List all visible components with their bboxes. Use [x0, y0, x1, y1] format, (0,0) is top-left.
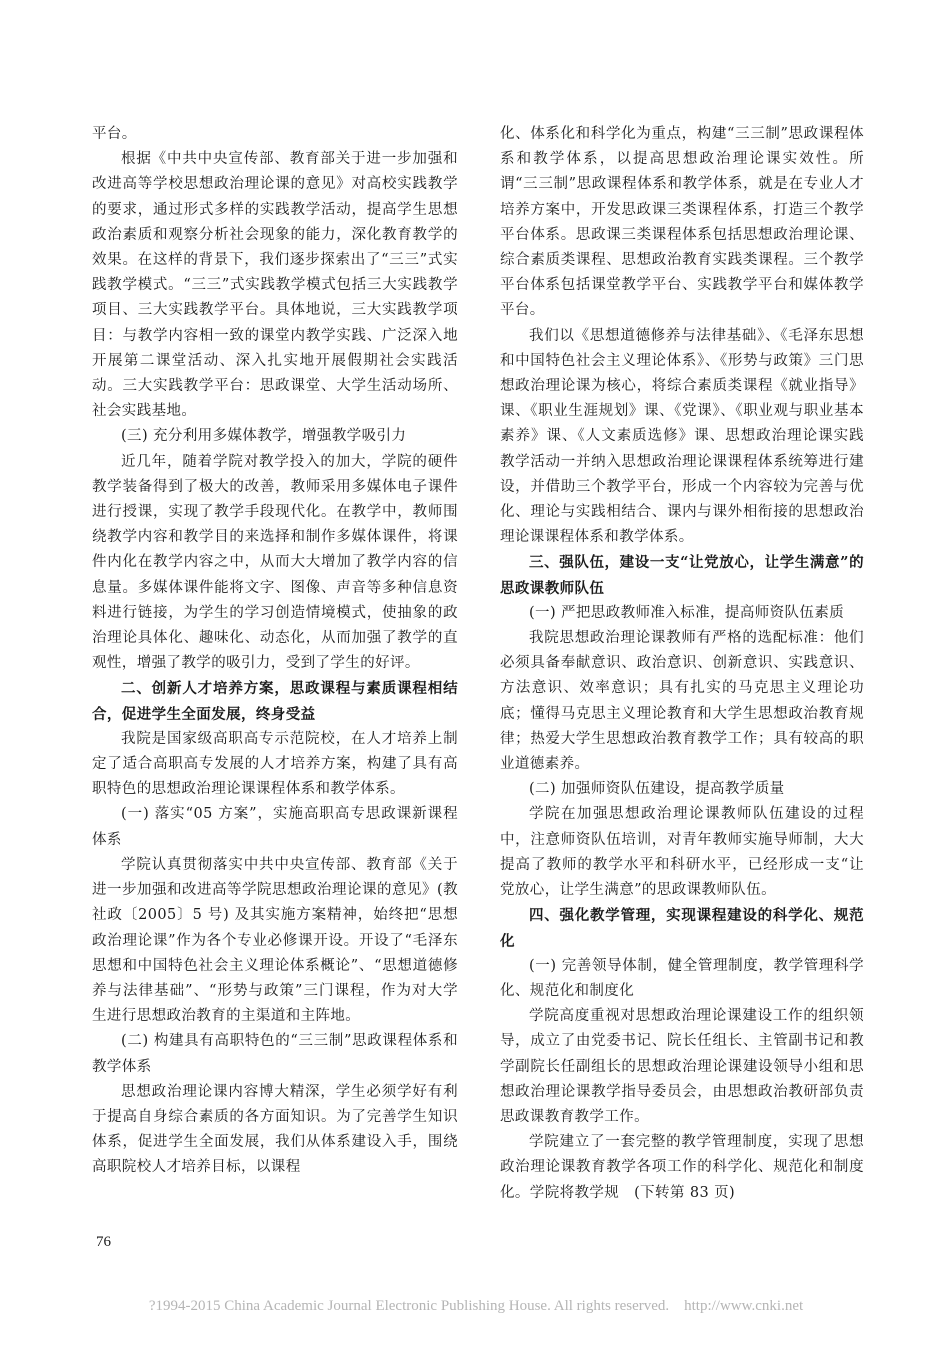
paragraph: 学院在加强思想政治理论课教师队伍建设的过程中，注意师资队伍培训，对青年教师实施导师制，大大提高了教师的教学水平和科研水平，已经形成一支“让党放心，让学生满意”的思政课教师队伍。 [500, 806, 864, 899]
subsection-heading: (三) 充分利用多媒体教学，增强教学吸引力 [121, 428, 407, 445]
section-heading: 四、强化教学管理，实现课程建设的科学化、规范化 [500, 907, 864, 950]
page-number: 76 [96, 1234, 111, 1250]
subsection-heading: (一) 严把思政教师准入标准，提高师资队伍素质 [529, 604, 845, 621]
paragraph: 我院是国家级高职高专示范院校，在人才培养上制定了适合高职高专发展的人才培养方案，构建了具有高职特色的思想政治理论课课程体系和教学体系。 [92, 730, 458, 798]
copyright-footer: ?1994-2015 China Academic Journal Electronic Publishing House. All rights reserved. http://www.cnki.net [148, 1298, 804, 1314]
paragraph: 我们以《思想道德修养与法律基础》、《毛泽东思想和中国特色社会主义理论体系》、《形势与政策》三门思想政治理论课为核心，将综合素质类课程《就业指导》课、《职业生涯规划》课、《党课》、《职业观与职业基本素养》课、《人文素质选修》课、思想政治理论课实践教学活动一并纳入思想政治理论课课程体系统筹进行建设，并借助三个教学平台，形成一个内容较为完善与优化、理论与实践相结合、课内与课外相衔接的思想政治理论课课程体系和教学体系。 [500, 327, 864, 546]
section-heading: 三、强队伍，建设一支“让党放心，让学生满意”的思政课教师队伍 [500, 554, 864, 597]
subsection-heading: (一) 落实“05 方案”，实施高职高专思政课新课程体系 [92, 806, 458, 848]
paragraph: 近几年，随着学院对教学投入的加大，学院的硬件教学装备得到了极大的改善，教师采用多媒体电子课件进行授课，实现了教学手段现代化。在教学中，教师围绕教学内容和教学目的来选择和制作多媒体课件，将课件内化在教学内容之中，从而大大增加了教学内容的信息量。多媒体课件能将文字、图像、声音等多种信息资料进行链接，为学生的学习创造情境模式，使抽象的政治理论具体化、趣味化、动态化，从而加强了教学的直观性，增强了教学的吸引力，受到了学生的好评。 [92, 453, 458, 672]
paragraph: 学院建立了一套完整的教学管理制度，实现了思想政治理论课教育教学各项工作的科学化、规范化和制度化。学院将教学规 (下转第 83 页) [500, 1134, 864, 1201]
paragraph: 思想政治理论课内容博大精深，学生必须学好有利于提高自身综合素质的各方面知识。为了完善学生知识体系，促进学生全面发展，我们从体系建设入手，围绕高职院校人才培养目标，以课程 [92, 1083, 458, 1176]
paragraph: 平台。 [92, 126, 137, 142]
subsection-heading: (一) 完善领导体制，健全管理制度，教学管理科学化、规范化和制度化 [500, 957, 864, 999]
left-column [92, 122, 458, 1181]
paragraph: 学院认真贯彻落实中共中央宣传部、教育部《关于进一步加强和改进高等学院思想政治理论课的意见》(教社政〔2005〕5 号) 及其实施方案精神，始终把“思想政治理论课”作为各个专业必修课开设。开设了“毛泽东思想和中国特色社会主义理论体系概论”、“思想道德修养与法律基础”、“形势与政策”三门课程，作为对大学生进行思想政治教育的主渠道和主阵地。 [92, 856, 458, 1025]
right-column [500, 122, 864, 1206]
paragraph: 根据《中共中央宣传部、教育部关于进一步加强和改进高等学校思想政治理论课的意见》对高校实践教学的要求，通过形式多样的实践教学活动，提高学生思想政治素质和观察分析社会现象的能力，深化教育教学的效果。在这样的背景下，我们逐步探索出了“三三”式实践教学模式。“三三”式实践教学模式包括三大实践教学项目、三大实践教学平台。具体地说，三大实践教学项目：与教学内容相一致的课堂内教学实践、广泛深入地开展第二课堂活动、深入扎实地开展假期社会实践活动。三大实践教学平台：思政课堂、大学生活动场所、社会实践基地。 [92, 151, 458, 420]
section-heading: 二、创新人才培养方案，思政课程与素质课程相结合，促进学生全面发展，终身受益 [92, 680, 458, 723]
paragraph: 化、体系化和科学化为重点，构建“三三制”思政课程体系和教学体系，以提高思想政治理论课实效性。所谓“三三制”思政课程体系和教学体系，就是在专业人才培养方案中，开发思政课三类课程体系，打造三个教学平台体系。思政课三类课程体系包括思想政治理论课、综合素质类课程、思想政治教育实践类课程。三个教学平台体系包括课堂教学平台、实践教学平台和媒体教学平台。 [500, 126, 864, 319]
paragraph: 我院思想政治理论课教师有严格的选配标准：他们必须具备奉献意识、政治意识、创新意识、实践意识、方法意识、效率意识；具有扎实的马克思主义理论功底；懂得马克思主义理论教育和大学生思想政治教育规律；热爱大学生思想政治教育教学工作；具有较高的职业道德素养。 [500, 630, 864, 773]
subsection-heading: (二) 加强师资队伍建设，提高教学质量 [529, 781, 785, 798]
paragraph: 学院高度重视对思想政治理论课建设工作的组织领导，成立了由党委书记、院长任组长、主管副书记和教学副院长任副组长的思想政治理论课建设领导小组和思想政治理论课教学指导委员会，由思想政治教研部负责思政课教育教学工作。 [500, 1008, 864, 1125]
subsection-heading: (二) 构建具有高职特色的“三三制”思政课程体系和教学体系 [92, 1033, 458, 1075]
